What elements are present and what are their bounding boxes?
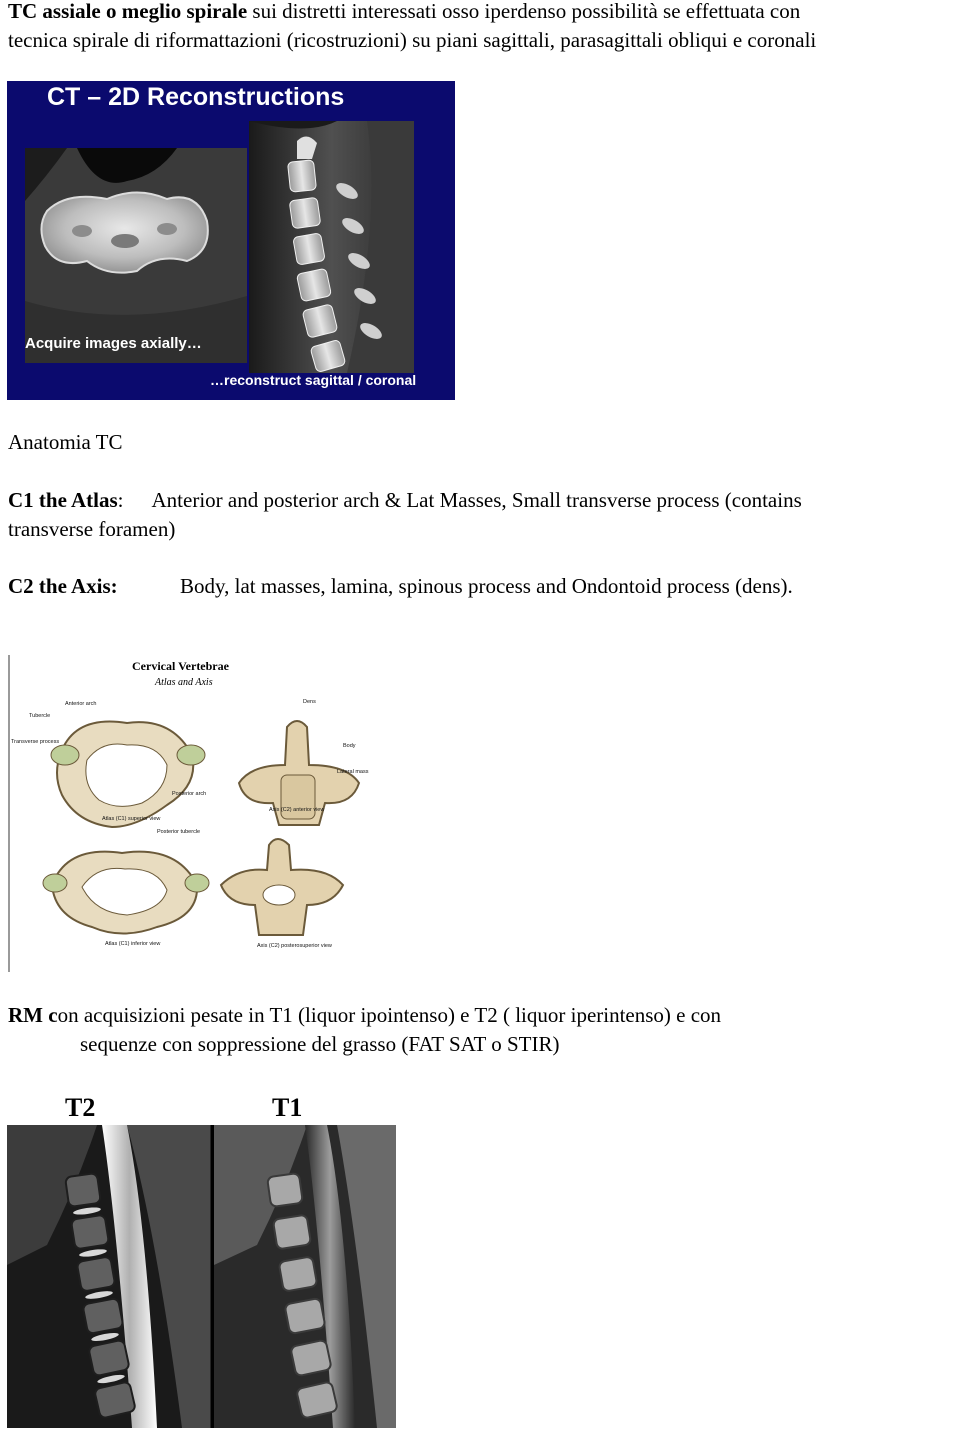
intro-paragraph — [8, 0, 816, 55]
label-anterior-arch: Anterior arch — [65, 701, 97, 707]
label-atlas-inferior: Atlas (C1) inferior view — [105, 941, 161, 947]
label-dens: Dens — [303, 699, 316, 705]
ct-title: CT – 2D Reconstructions — [47, 83, 345, 111]
rm-paragraph — [8, 1001, 721, 1059]
label-lateral-mass: Lateral mass — [337, 769, 369, 775]
axis-posterosuperior-drawing — [221, 839, 343, 935]
label-body: Body — [343, 743, 356, 749]
c2-definition: Body, lat masses, lamina, spinous process and Ondontoid process (dens). — [180, 574, 793, 598]
mri-label-t1: T1 — [272, 1093, 303, 1122]
ct-axial-panel — [25, 148, 247, 363]
c1-paragraph — [8, 486, 952, 544]
ct-sagittal-panel — [249, 121, 414, 373]
illustration-subtitle: Atlas and Axis — [155, 677, 213, 688]
label-atlas-superior: Atlas (C1) superior view — [102, 816, 161, 822]
rm-text-line1: on acquisizioni pesate in T1 (liquor ipointenso) e T2 ( liquor iperintenso) e con — [57, 1003, 722, 1027]
anatomy-heading: Anatomia TC — [8, 430, 123, 454]
intro-bold: TC assiale o meglio spirale — [8, 0, 248, 23]
label-tubercle: Tubercle — [29, 713, 51, 719]
intro-text-line2: tecnica spirale di riformattazioni (ricostruzioni) su piani sagittali, parasagittali obliqui e coronali — [8, 28, 817, 52]
intro-text-line1: sui distretti interessati osso iperdenso possibilità se effettuata con — [247, 0, 801, 23]
c1-definition: Anterior and posterior arch & Lat Masses, Small transverse process (contains — [151, 488, 802, 512]
c1-term: C1 the Atlas — [8, 488, 118, 512]
label-axis-posterosuperior: Axis (C2) posterosuperior view — [257, 943, 332, 949]
c1-definition-cont: transverse foramen) — [8, 517, 176, 541]
ct-caption-axial: Acquire images axially… — [25, 335, 202, 352]
atlas-superior-drawing — [51, 722, 205, 827]
illustration-title: Cervical Vertebrae — [132, 659, 229, 673]
label-posterior-arch: Posterior arch — [172, 791, 207, 797]
rm-text-line2: sequenze con soppressione del grasso (FAT SAT o STIR) — [80, 1032, 560, 1056]
mri-t1-panel — [214, 1125, 396, 1428]
c2-term: C2 the Axis: — [8, 574, 118, 598]
atlas-inferior-drawing — [43, 852, 209, 934]
mri-t2-panel — [7, 1125, 212, 1428]
mri-label-t2: T2 — [65, 1093, 96, 1122]
rm-bold-prefix: RM c — [8, 1003, 58, 1027]
ct-reconstructions-image — [7, 81, 455, 400]
c1-colon: : — [117, 488, 124, 512]
cervical-vertebrae-illustration — [7, 655, 382, 972]
ct-caption-reconstruct: …reconstruct sagittal / coronal — [210, 372, 417, 388]
label-transverse-process: Transverse process — [11, 739, 60, 745]
label-posterior-tubercle: Posterior tubercle — [157, 829, 201, 835]
mri-spine-images — [7, 1125, 396, 1428]
label-axis-anterior: Axis (C2) anterior view — [269, 807, 325, 813]
